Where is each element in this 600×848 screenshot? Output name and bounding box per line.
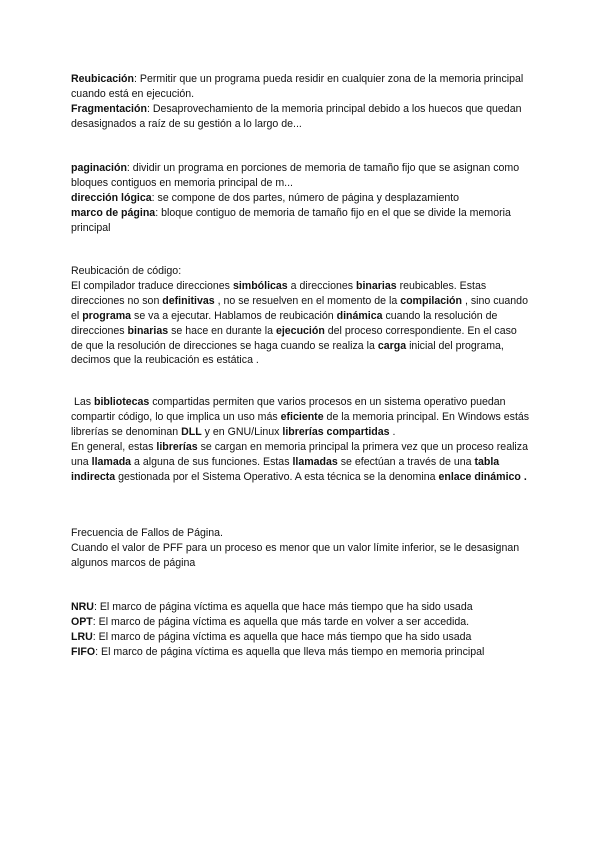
section-heading: Reubicación de código: <box>71 265 182 277</box>
keyword: enlace dinámico . <box>438 470 527 483</box>
replacement-algorithms-block <box>71 600 531 660</box>
keyword: binarias <box>356 279 397 292</box>
text-run: cuando la resolución de direcciones <box>71 309 498 337</box>
definition-text: : bloque contiguo de memoria de tamaño fijo en el que se divide la memoria principal <box>71 206 511 234</box>
text-run: Las <box>71 396 94 408</box>
definition-reubicacion <box>71 72 531 102</box>
text-run: a alguna de sus funciones. Estas <box>131 455 293 468</box>
term: Reubicación <box>71 73 134 85</box>
shared-libraries-block <box>71 395 531 484</box>
text-run: reubicables. Estas direcciones no son <box>71 279 487 307</box>
keyword: dinámica <box>336 309 383 322</box>
term: Fragmentación <box>71 102 147 115</box>
text-run: , sino cuando el <box>71 294 528 322</box>
text-run: En general, estas <box>71 440 157 453</box>
term: dirección lógica <box>71 191 152 204</box>
keyword: librerías compartidas <box>282 425 390 438</box>
algorithm-nru <box>71 600 531 615</box>
text-run: y en GNU/Linux <box>201 425 283 438</box>
definitions-paging-block <box>71 161 531 236</box>
keyword: llamadas <box>292 455 338 468</box>
definition-marco-pagina <box>71 206 531 236</box>
definition-text: : Permitir que un programa pueda residir en cualquier zona de la memoria principal cuando está en ejecución. <box>71 73 524 100</box>
text-run: a direcciones <box>287 279 357 292</box>
text-run: se hace en durante la <box>168 324 276 337</box>
term: OPT <box>71 615 93 628</box>
text-run: compartidas permiten que varios procesos en un sistema operativo puedan compartir código, lo que implica un uso más <box>71 396 506 423</box>
keyword: ejecución <box>275 324 325 337</box>
page-fault-frequency-block <box>71 526 531 571</box>
text-run: se cargan en memoria principal la primera vez que un proceso realiza una <box>71 440 528 468</box>
definition-text: : El marco de página víctima es aquella que lleva más tiempo en memoria principal <box>95 645 485 658</box>
text-run: . <box>389 425 396 438</box>
definition-text: : Desaprovechamiento de la memoria principal debido a los huecos que quedan desasignados a raíz de su gestión a lo largo de... <box>71 102 522 130</box>
definition-text: : El marco de página víctima es aquella que más tarde en volver a ser accedida. <box>92 615 470 628</box>
definition-text: : dividir un programa en porciones de memoria de tamaño fijo que se asignan como bloques contiguos en memoria principal de m... <box>71 162 520 189</box>
keyword: librerías <box>156 440 198 453</box>
definition-direccion-logica <box>71 191 531 206</box>
text-run: se va a ejecutar. Hablamos de reubicación <box>131 309 337 322</box>
keyword: simbólicas <box>232 279 288 292</box>
text-run: El compilador traduce direcciones <box>71 279 233 292</box>
term: NRU <box>71 601 94 613</box>
term: LRU <box>71 630 93 643</box>
term: marco de página <box>71 206 156 219</box>
algorithm-opt <box>71 615 531 630</box>
code-relocation-paragraph <box>71 279 531 368</box>
dynamic-linking-paragraph <box>71 440 531 485</box>
definition-paginacion <box>71 161 531 191</box>
text-run: se efectúan a través de una <box>337 455 475 468</box>
keyword: eficiente <box>280 410 324 423</box>
algorithm-lru <box>71 630 531 645</box>
keyword: llamada <box>91 455 132 468</box>
code-relocation-block <box>71 264 531 368</box>
definition-text: : se compone de dos partes, número de página y desplazamiento <box>151 191 460 204</box>
section-heading: Frecuencia de Fallos de Página. <box>71 527 223 539</box>
keyword: bibliotecas <box>93 396 150 408</box>
keyword: tabla indirecta <box>71 455 500 483</box>
keyword: binarias <box>127 324 169 337</box>
keyword: compilación <box>400 294 462 307</box>
keyword: programa <box>82 309 132 322</box>
pff-paragraph: Cuando el valor de PFF para un proceso es menor que un valor límite inferior, se le desasignan algunos marcos de página <box>71 541 520 569</box>
definition-text: : El marco de página víctima es aquella que hace más tiempo que ha sido usada <box>92 630 472 643</box>
text-run: del proceso correspondiente. En el caso de que la resolución de direcciones se haga cuando se realiza la <box>71 324 517 352</box>
definitions-memory-block <box>71 72 531 132</box>
keyword: carga <box>377 339 407 352</box>
keyword: DLL <box>181 425 202 438</box>
text-run: inicial del programa, decimos que la reubicación es estática . <box>71 339 504 367</box>
text-run: , no se resuelven en el momento de la <box>214 294 401 307</box>
text-run: gestionada por el Sistema Operativo. A esta técnica se la denomina <box>115 470 439 483</box>
definition-text: : El marco de página víctima es aquella que hace más tiempo que ha sido usada <box>93 601 473 613</box>
term: FIFO <box>71 645 96 658</box>
shared-libraries-paragraph <box>71 395 531 440</box>
text-run: de la memoria principal. En Windows estás librerías se denominan <box>71 410 530 438</box>
algorithm-fifo <box>71 645 531 660</box>
term: paginación <box>71 162 127 174</box>
definition-fragmentacion <box>71 102 531 132</box>
keyword: definitivas <box>162 294 215 307</box>
